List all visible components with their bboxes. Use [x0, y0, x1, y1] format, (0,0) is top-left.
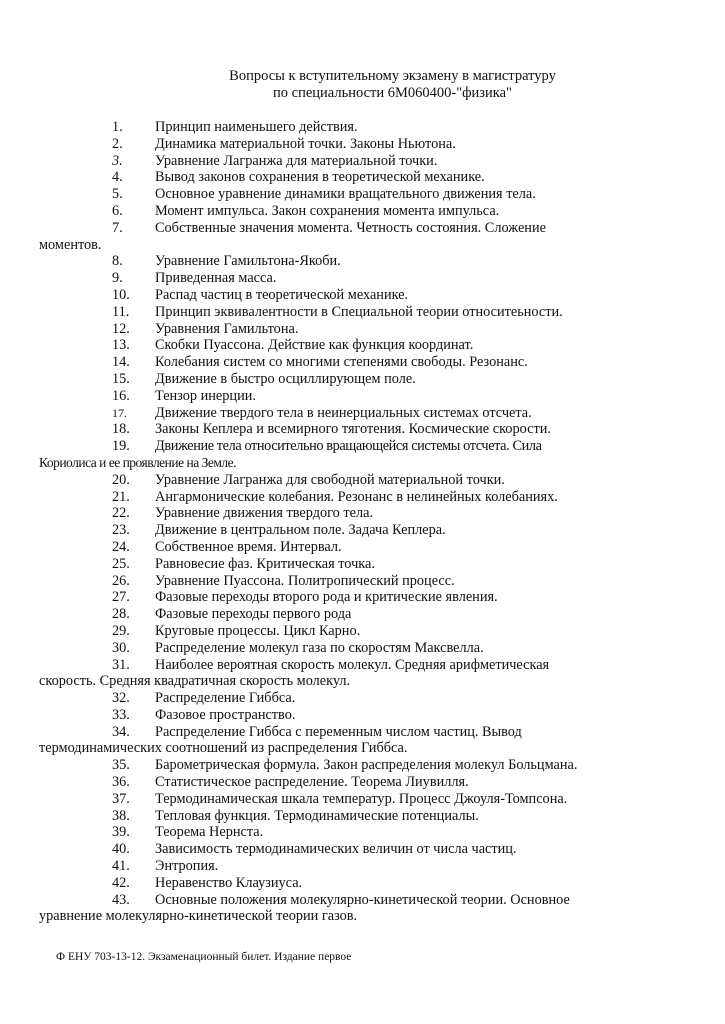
question-text: Равновесие фаз. Критическая точка. [155, 555, 375, 572]
question-line [0, 657, 725, 674]
question-number: 36. [112, 774, 130, 791]
question-line [0, 892, 725, 909]
question-line [0, 321, 725, 338]
question-number: 28. [112, 606, 130, 623]
question-text: Основные положения молекулярно-кинетической теории. Основное [155, 891, 570, 908]
question-line [0, 539, 725, 556]
question-text: Собственное время. Интервал. [155, 538, 342, 555]
question-text: Принцип эквивалентности в Специальной теории относитеьности. [155, 303, 563, 320]
question-line [0, 640, 725, 657]
question-text: Тензор инерции. [155, 387, 256, 404]
question-text: Динамика материальной точки. Законы Ньютона. [155, 135, 456, 152]
question-line [0, 757, 725, 774]
question-item [0, 808, 725, 825]
question-text: Принцип наименьшего действия. [155, 119, 358, 135]
question-line [0, 841, 725, 858]
question-item [0, 354, 725, 371]
question-number: 7. [112, 219, 123, 236]
question-text: Законы Кеплера и всемирного тяготения. Космические скорости. [155, 421, 551, 438]
question-item [0, 136, 725, 153]
footer-text: Ф ЕНУ 703-13-12. Экзаменационный билет. Издание первое [56, 951, 352, 963]
question-item [0, 371, 725, 388]
question-item [0, 824, 725, 841]
question-text: Фазовое пространство. [155, 706, 296, 723]
question-text: Распределение Гиббса с переменным числом частиц. Вывод [155, 723, 522, 740]
question-text: Ангармонические колебания. Резонанс в нелинейных колебаниях. [155, 488, 558, 505]
question-number: 29. [112, 622, 130, 639]
question-line [0, 556, 725, 573]
question-text: Теорема Нернста. [155, 824, 264, 841]
question-line [0, 220, 725, 237]
question-number: 16. [112, 387, 130, 404]
question-item [0, 489, 725, 506]
question-number: 5. [112, 186, 123, 203]
question-line [0, 589, 725, 606]
question-continuation-line [0, 673, 725, 690]
question-text: Уравнение движения твердого тела. [155, 505, 374, 522]
question-text: Движение в быстро осциллирующем поле. [155, 370, 416, 387]
question-continuation-line [0, 455, 725, 472]
question-line [0, 623, 725, 640]
question-number: 14. [112, 354, 130, 371]
question-item [0, 522, 725, 539]
question-item [0, 119, 725, 136]
question-line [0, 203, 725, 220]
question-line [0, 858, 725, 875]
question-number: 15. [112, 370, 130, 387]
question-text-continuation: термодинамических соотношений из распределения Гиббса. [39, 740, 408, 757]
question-line [0, 724, 725, 741]
question-number: 10. [112, 286, 130, 303]
question-item [0, 690, 725, 707]
question-number: 31. [112, 656, 130, 673]
question-number: 43. [112, 891, 130, 908]
question-number: 33. [112, 706, 130, 723]
question-item [0, 589, 725, 606]
question-line [0, 304, 725, 321]
question-text: Энтропия. [155, 858, 219, 875]
question-text: Круговые процессы. Цикл Карно. [155, 622, 361, 639]
question-number: 22. [112, 505, 130, 522]
question-item [0, 203, 725, 220]
question-item [0, 337, 725, 354]
question-text: Движение тела относительно вращающейся системы отсчета. Сила [155, 438, 542, 455]
question-line [0, 186, 725, 203]
question-text: Уравнение Лагранжа для материальной точки. [155, 152, 438, 169]
question-text: Собственные значения момента. Четность состояния. Сложение [155, 219, 546, 236]
question-line [0, 388, 725, 405]
question-text: Наиболее вероятная скорость молекул. Средняя арифметическая [155, 656, 550, 673]
question-text: Распределение молекул газа по скоростям Максвелла. [155, 639, 484, 656]
question-text-continuation: Кориолиса и ее проявление на Земле. [39, 454, 236, 470]
question-continuation-line [0, 740, 725, 757]
question-item [0, 875, 725, 892]
question-text: Фазовые переходы второго рода и критические явления. [155, 589, 498, 606]
question-number: 24. [112, 538, 130, 555]
question-item [0, 623, 725, 640]
question-number: 26. [112, 572, 130, 589]
question-number: 3. [112, 152, 123, 169]
question-number: 32. [112, 690, 130, 707]
question-number: 1. [112, 119, 123, 135]
question-text-continuation: уравнение молекулярно-кинетической теории газов. [39, 908, 358, 925]
question-number: 40. [112, 841, 130, 858]
question-number: 4. [112, 169, 123, 186]
question-text: Распределение Гиббса. [155, 690, 296, 707]
question-number: 23. [112, 522, 130, 539]
document-title: Вопросы к вступительному экзамену в магистратуру [229, 68, 556, 84]
question-line [0, 791, 725, 808]
question-text: Уравнение Гамильтона-Якоби. [155, 253, 341, 270]
question-item [0, 841, 725, 858]
question-item [0, 640, 725, 657]
question-item [0, 472, 725, 489]
question-line [0, 505, 725, 522]
question-number: 30. [112, 639, 130, 656]
question-item [0, 791, 725, 808]
question-number: 35. [112, 757, 130, 774]
question-text: Скобки Пуассона. Действие как функция координат. [155, 337, 474, 354]
question-line [0, 270, 725, 287]
questions-list [0, 119, 725, 925]
question-number: 8. [112, 253, 123, 270]
question-item [0, 270, 725, 287]
question-item [0, 220, 725, 254]
question-item [0, 707, 725, 724]
question-item [0, 153, 725, 170]
question-item [0, 724, 725, 758]
question-line [0, 472, 725, 489]
question-number: 21. [112, 488, 130, 505]
question-number: 11. [112, 303, 130, 320]
question-number: 12. [112, 320, 130, 337]
question-item [0, 505, 725, 522]
question-line [0, 875, 725, 892]
question-line [0, 573, 725, 590]
question-item [0, 169, 725, 186]
question-number: 27. [112, 589, 130, 606]
document-subtitle: по специальности 6М060400-"физика" [273, 85, 512, 101]
question-number: 39. [112, 824, 130, 841]
question-number: 38. [112, 807, 130, 824]
question-item [0, 253, 725, 270]
question-line [0, 253, 725, 270]
question-line [0, 438, 725, 455]
question-number: 13. [112, 337, 130, 354]
question-item [0, 556, 725, 573]
question-item [0, 388, 725, 405]
question-item [0, 321, 725, 338]
question-text: Вывод законов сохранения в теоретической механике. [155, 169, 485, 186]
question-continuation-line [0, 237, 725, 254]
question-line [0, 136, 725, 153]
question-text: Уравнение Пуассона. Политропический процесс. [155, 572, 455, 589]
question-number: 25. [112, 555, 130, 572]
question-number: 6. [112, 202, 123, 219]
question-item [0, 421, 725, 438]
question-item [0, 438, 725, 472]
question-item [0, 757, 725, 774]
question-text: Распад частиц в теоретической механике. [155, 286, 409, 303]
question-text: Зависимость термодинамических величин от числа частиц. [155, 841, 517, 858]
question-item [0, 405, 725, 422]
question-text: Движение в центральном поле. Задача Кеплера. [155, 522, 446, 539]
question-number: 41. [112, 858, 130, 875]
question-line [0, 774, 725, 791]
question-text: Статистическое распределение. Теорема Лиувилля. [155, 774, 469, 791]
question-item [0, 573, 725, 590]
question-item [0, 186, 725, 203]
question-text: Основное уравнение динамики вращательного движения тела. [155, 186, 536, 203]
question-line [0, 169, 725, 186]
question-line [0, 690, 725, 707]
question-number: 20. [112, 471, 130, 488]
question-line [0, 153, 725, 170]
question-text: Момент импульса. Закон сохранения момента импульса. [155, 202, 500, 219]
question-continuation-line [0, 908, 725, 925]
question-line [0, 421, 725, 438]
question-number: 19. [112, 438, 130, 455]
question-line [0, 354, 725, 371]
question-text: Приведенная масса. [155, 270, 277, 287]
question-number: 18. [112, 421, 130, 438]
question-text: Колебания систем со многими степенями свободы. Резонанс. [155, 354, 528, 371]
question-number: 42. [112, 874, 130, 891]
question-item [0, 858, 725, 875]
question-item [0, 774, 725, 791]
question-line [0, 707, 725, 724]
question-item [0, 304, 725, 321]
question-text: Фазовые переходы первого рода [155, 606, 352, 623]
question-item [0, 539, 725, 556]
question-text: Движение твердого тела в неинерциальных системах отсчета. [155, 404, 532, 421]
question-line [0, 489, 725, 506]
question-text-continuation: скорость. Средняя квадратичная скорость молекул. [39, 673, 351, 690]
question-text: Тепловая функция. Термодинамические потенциалы. [155, 807, 479, 824]
question-line [0, 287, 725, 304]
question-text: Уравнение Лагранжа для свободной материальной точки. [155, 471, 505, 488]
question-number: 17. [112, 405, 127, 420]
question-text: Неравенство Клаузиуса. [155, 874, 303, 891]
question-line [0, 808, 725, 825]
question-item [0, 657, 725, 691]
question-text-continuation: моментов. [39, 236, 102, 253]
question-line [0, 337, 725, 354]
question-number: 34. [112, 723, 130, 740]
question-text: Барометрическая формула. Закон распределения молекул Больцмана. [155, 757, 578, 774]
question-item [0, 287, 725, 304]
question-line [0, 522, 725, 539]
question-number: 37. [112, 790, 130, 807]
question-line [0, 405, 725, 422]
question-item [0, 892, 725, 926]
question-text: Уравнения Гамильтона. [155, 320, 299, 337]
question-line [0, 119, 725, 136]
question-number: 9. [112, 270, 123, 287]
question-line [0, 606, 725, 623]
question-item [0, 606, 725, 623]
question-text: Термодинамическая шкала температур. Процесс Джоуля-Томпсона. [155, 790, 568, 807]
question-line [0, 371, 725, 388]
question-number: 2. [112, 135, 123, 152]
question-line [0, 824, 725, 841]
